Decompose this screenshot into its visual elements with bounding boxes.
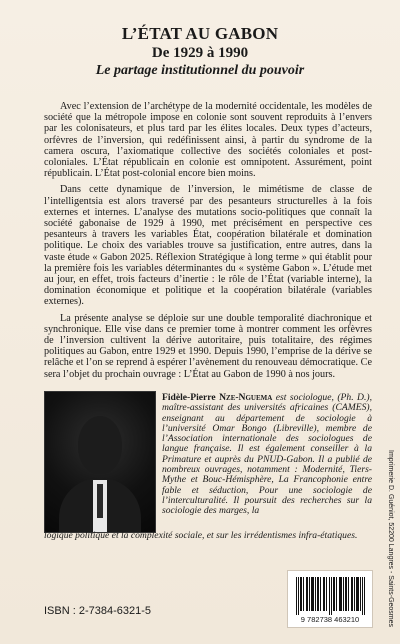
printer-imprint: Imprimerie D. Guéniot, 52200 Langres - Saints-Geosmes: [387, 450, 394, 628]
isbn: ISBN : 2-7384-6321-5: [44, 605, 152, 617]
barcode: [287, 570, 373, 628]
barcode-number: 9 782738 463210: [300, 615, 360, 624]
barcode-bars: [296, 577, 366, 615]
author-bio-text: est sociologue, (Ph. D.), maître-assistant des universités africaines (CAMES), enseignant au département de sociologie à l’université Omar Bongo (Libreville), membre de l’Association internationale des sociologues de langue française. Il est également conseiller à la Primature et auprès du PNUD-Gabon. Il a publié de nombreux ouvrages, notamment : Modernité, Tiers-Mythe et Bouc-Hémisphère, La Francophonie entre fable et séduction, Pour une sociologie de l’interculturalité. Il poursuit des recherches sur la sociologie des marges, la: [162, 392, 372, 517]
author-name: Fidèle-Pierre Nze-Nguema: [162, 392, 273, 403]
book-subtitle: Le partage institutionnel du pouvoir: [95, 63, 305, 78]
blurb: [44, 101, 372, 385]
author-bio-tail: logique politique et la complexité sociale, et sur les irrédentismes infra-étatiques.: [44, 530, 358, 541]
author-bio: [162, 393, 372, 517]
book-title: L’ÉTAT AU GABON: [121, 24, 279, 43]
author-photo: [44, 391, 156, 533]
book-dates: De 1929 à 1990: [151, 45, 249, 61]
blurb-paragraph-1: Avec l’extension de l’archétype de la modernité occidentale, les modèles de société que la métropole impose en colonie sont souvent reproduits à l’envers par les colonisateurs, et plus tard par les élites locales. Deux types d’acteurs, orfèvres de l’inversion, qui redéfinissent ainsi, à partir du syndrome de la camera oscura, l’axiomatique collective des sociétés coloniales et post-coloniales. L’État républicain en colonie est omnipotent. Assurément, point républicain. L’État post-colonial encore bien moins.: [44, 101, 372, 180]
blurb-paragraph-2: Dans cette dynamique de l’inversion, le mimétisme de classe de l’intelligentsia est alors traversé par des pesanteurs structurelles à la fois externes et internes. L’analyse des mutations socio-politiques que connaît la société gabonaise de 1929 à 1990, met précisément en perspective ces pesanteurs à travers les variables État, coopération bilatérale et domination politique. Le choix des variables trouve sa justification, entre autres, dans la vaste étude « Gabon 2025. Réflexion Stratégique à long terme » qui établit pour la première fois les variables déterminantes du « système Gabon ». L’étude met au jour, en effet, trois facteurs d’inertie : le rôle de l’État (variable interne), la domination économique et politique et la coopération bilatérale (variables externes).: [44, 184, 372, 308]
author-tie: [97, 484, 103, 518]
author-face: [78, 416, 122, 474]
blurb-paragraph-3: La présente analyse se déploie sur une double temporalité diachronique et synchronique. Elle vise dans ce premier tome à montrer comment les orfèvres de l’inversion cultivent la dérive autoritaire, puis totalitaire, des régimes politiques au Gabon, entre 1929 et 1990. Depuis 1990, l’emprise de la dérive se relâche et l’on se reprend à espérer l’avènement du renouveau démocratique. Ce sera l’objet du prochain ouvrage : L’État au Gabon de 1990 à nos jours.: [44, 312, 372, 380]
